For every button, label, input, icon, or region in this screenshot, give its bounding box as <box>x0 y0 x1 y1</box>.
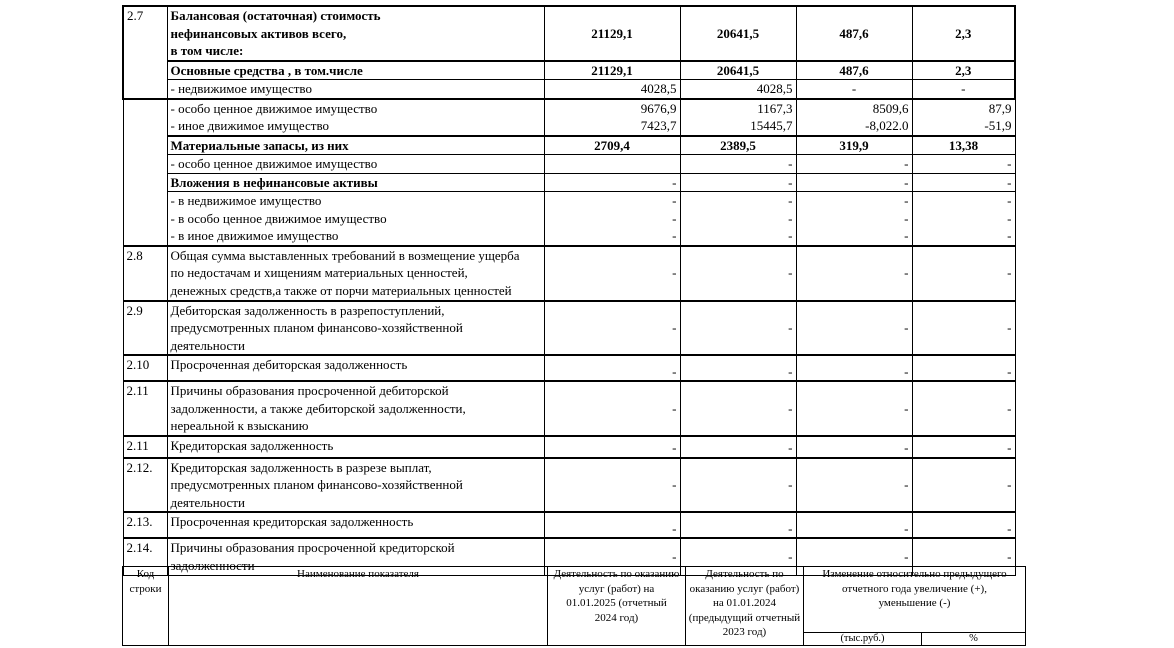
value-2024: - <box>680 381 796 436</box>
row-valuable-movable <box>123 99 1015 118</box>
change-pct: - <box>912 173 1015 192</box>
indicators-header-table <box>122 566 1026 646</box>
row-code: 2.8 <box>123 246 167 301</box>
change-rub: - <box>796 246 912 301</box>
change-rub: 487,6 <box>796 6 912 61</box>
value-2025: 2709,4 <box>544 136 680 155</box>
change-rub: - <box>796 436 912 458</box>
row-fixed-assets <box>123 61 1015 80</box>
value-2024: 20641,5 <box>680 61 796 80</box>
row-2-11-reasons <box>123 381 1015 436</box>
value-2024: - <box>680 512 796 538</box>
row-name: Общая сумма выставленных требований в возмещение ущерба по недостачам и хищениям материальных ценностей, денежных средств,а также от порчи материальных ценностей <box>167 246 544 301</box>
indicator-name-header: Наименование показателя <box>169 567 548 646</box>
row-inventory-valuable <box>123 155 1015 174</box>
value-2024: 4028,5 <box>680 80 796 99</box>
value-2025: - <box>544 458 680 513</box>
change-pct: - <box>912 301 1015 356</box>
change-pct: - <box>912 538 1015 575</box>
value-2024: - <box>680 155 796 174</box>
value-2025: - <box>544 301 680 356</box>
change-pct: - <box>912 80 1015 99</box>
change-pct: 13,38 <box>912 136 1015 155</box>
row-2-12 <box>123 458 1015 513</box>
value-2025: - <box>544 192 680 210</box>
change-pct: - <box>912 155 1015 174</box>
row-name: - иное движимое имущество <box>170 118 330 133</box>
row-invest-valuable <box>123 210 1015 228</box>
row-investments <box>123 173 1015 192</box>
value-2025: - <box>544 246 680 301</box>
change-pct: 2,3 <box>912 61 1015 80</box>
value-2024: - <box>680 173 796 192</box>
row-other-movable <box>123 117 1015 136</box>
value-2024: - <box>680 436 796 458</box>
change-pct: - <box>912 246 1015 301</box>
value-2025: - <box>544 512 680 538</box>
value-2025: - <box>544 355 680 381</box>
change-pct: - <box>912 210 1015 228</box>
period-2024-header: Деятельность по оказанию услуг (работ) на 01.01.2024 (предыдущий отчетный 2023 год) <box>686 567 804 646</box>
change-rub: - <box>796 512 912 538</box>
value-2025 <box>544 155 680 174</box>
change-pct: - <box>912 192 1015 210</box>
row-name: - особо ценное движимое имущество <box>167 155 544 174</box>
row-name: Балансовая (остаточная) стоимость нефинансовых активов всего, в том числе: <box>167 6 544 61</box>
balance-table <box>122 5 1016 576</box>
value-2025: - <box>544 227 680 246</box>
row-name: Просроченная дебиторская задолженность <box>167 355 544 381</box>
row-code: 2.7 <box>123 6 167 61</box>
row-name: Кредиторская задолженность в разрезе выплат, предусмотренных планом финансово-хозяйственной деятельности <box>167 458 544 513</box>
change-rub: - <box>796 80 912 99</box>
value-2024: - <box>680 192 796 210</box>
value-2024: 1167,3 <box>680 99 796 118</box>
change-pct: - <box>912 458 1015 513</box>
row-name: Причины образования просроченной кредиторской задолженности <box>167 538 544 575</box>
change-pct: -51,9 <box>912 117 1015 136</box>
value-2025: - <box>544 210 680 228</box>
row-code: 2.12. <box>123 458 167 513</box>
row-code: 2.11 <box>123 381 167 436</box>
row-name: - недвижимое имущество <box>167 80 544 99</box>
change-pct: 2,3 <box>912 6 1015 61</box>
value-2024: 15445,7 <box>680 117 796 136</box>
value-2025: 7423,7 <box>544 117 680 136</box>
row-code: 2.14. <box>123 538 167 575</box>
change-rub: 487,6 <box>796 61 912 80</box>
value-2025: 9676,9 <box>544 99 680 118</box>
change-pct: - <box>912 436 1015 458</box>
value-2024: - <box>680 458 796 513</box>
row-name: Основные средства , в том.числе <box>167 61 544 80</box>
change-pct: 87,9 <box>912 99 1015 118</box>
value-2025: 21129,1 <box>544 61 680 80</box>
value-2025: 21129,1 <box>544 6 680 61</box>
value-2024: 2389,5 <box>680 136 796 155</box>
change-rub: -8,022.0 <box>796 117 912 136</box>
row-inventory <box>123 136 1015 155</box>
change-rub: - <box>796 173 912 192</box>
change-rub: - <box>796 227 912 246</box>
row-2-7 <box>123 6 1015 61</box>
change-rub: - <box>796 155 912 174</box>
row-name: Просроченная кредиторская задолженность <box>167 512 544 538</box>
value-2025: 4028,5 <box>544 80 680 99</box>
change-rub: 8509,6 <box>796 99 912 118</box>
change-rub: - <box>796 301 912 356</box>
row-name: - в недвижимое имущество <box>167 192 544 210</box>
change-rub: - <box>796 381 912 436</box>
value-2024: - <box>680 246 796 301</box>
row-name: Причины образования просроченной дебиторской задолженности, а также дебиторской задолженности, нереальной к взысканию <box>167 381 544 436</box>
unit-pct-header: % <box>922 633 1026 646</box>
row-name: Материальные запасы, из них <box>167 136 544 155</box>
row-name: Кредиторская задолженность <box>167 436 544 458</box>
period-2025-header: Деятельность по оказанию услуг (работ) на 01.01.2025 (отчетный 2024 год) <box>548 567 686 646</box>
value-2025: - <box>544 381 680 436</box>
value-2024: - <box>680 210 796 228</box>
change-pct: - <box>912 355 1015 381</box>
change-pct: - <box>912 512 1015 538</box>
unit-rub-header: (тыс.руб.) <box>804 633 922 646</box>
change-rub: - <box>796 458 912 513</box>
change-pct: - <box>912 227 1015 246</box>
change-rub: - <box>796 192 912 210</box>
row-code: 2.10 <box>123 355 167 381</box>
row-code: 2.13. <box>123 512 167 538</box>
change-rub: - <box>796 538 912 575</box>
row-invest-other <box>123 227 1015 246</box>
change-rub: - <box>796 355 912 381</box>
value-2025: - <box>544 436 680 458</box>
value-2024: - <box>680 227 796 246</box>
change-rub: - <box>796 210 912 228</box>
row-code: 2.11 <box>123 436 167 458</box>
change-rub: 319,9 <box>796 136 912 155</box>
row-code: 2.9 <box>123 301 167 356</box>
code-column-header: Код строки <box>123 567 169 646</box>
row-2-8 <box>123 246 1015 301</box>
change-pct: - <box>912 381 1015 436</box>
row-name: - особо ценное движимое имущество <box>170 100 378 116</box>
row-2-11-payables <box>123 436 1015 458</box>
value-2025: - <box>544 173 680 192</box>
row-name: Дебиторская задолженность в разрепоступлений, предусмотренных планом финансово-хозяйственной деятельности <box>167 301 544 356</box>
value-2024: - <box>680 355 796 381</box>
row-2-13 <box>123 512 1015 538</box>
row-name: Вложения в нефинансовые активы <box>167 173 544 192</box>
row-2-10 <box>123 355 1015 381</box>
value-2025: - <box>544 538 680 575</box>
value-2024: 20641,5 <box>680 6 796 61</box>
row-invest-real-estate <box>123 192 1015 210</box>
change-header: Изменение относительно предыдущего отчетного года увеличение (+), уменьшение (-) <box>804 567 1026 633</box>
row-name: - в иное движимое имущество <box>170 228 339 243</box>
row-name: - в особо ценное движимое имущество <box>170 210 387 226</box>
value-2024: - <box>680 301 796 356</box>
row-real-estate <box>123 80 1015 99</box>
value-2024: - <box>680 538 796 575</box>
row-2-9 <box>123 301 1015 356</box>
